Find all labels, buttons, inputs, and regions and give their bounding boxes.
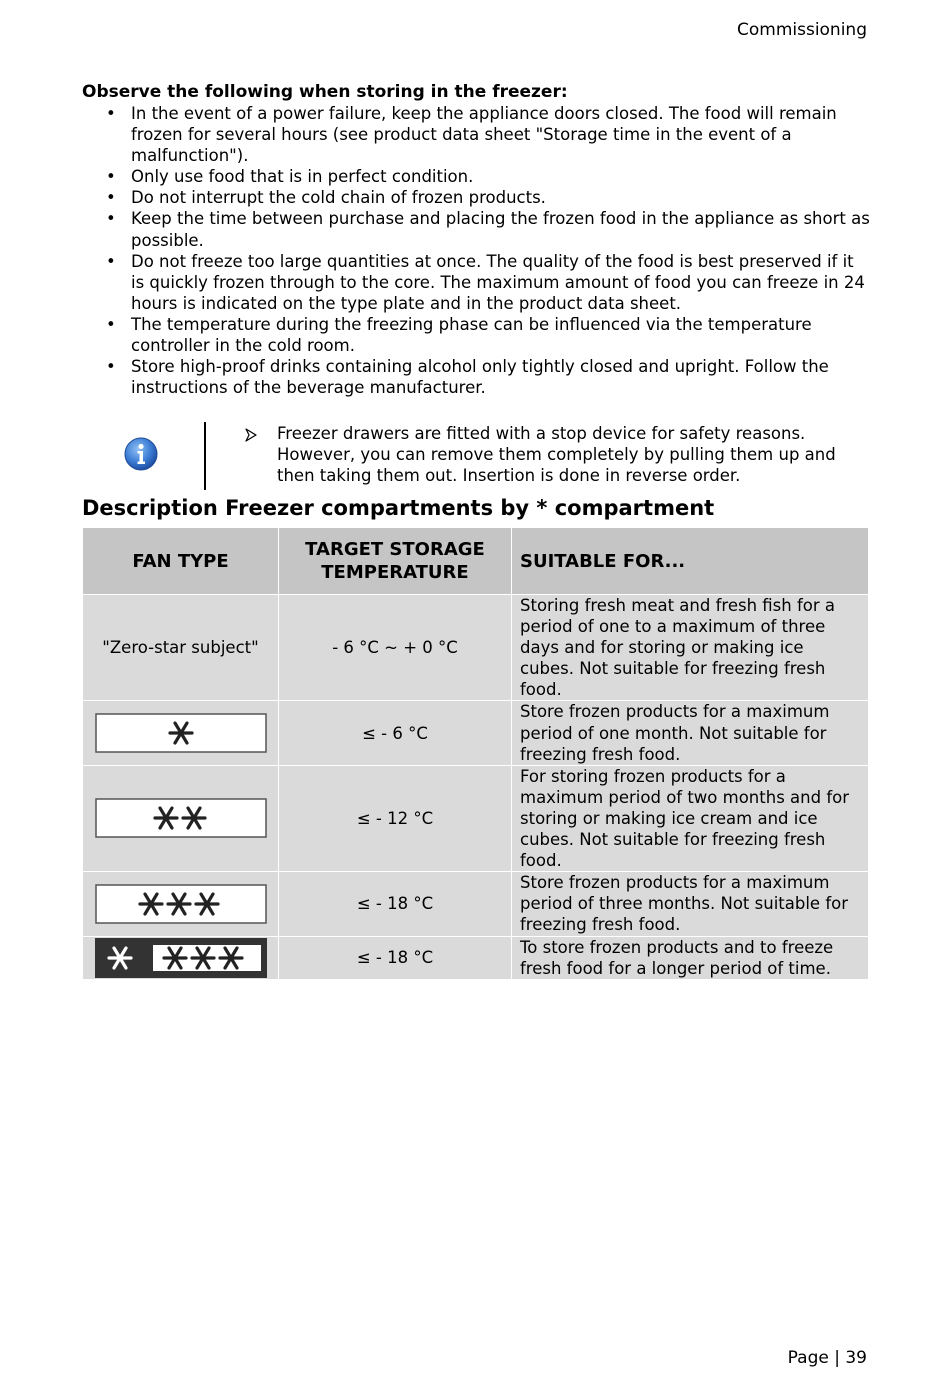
list-item: • In the event of a power failure, keep the appliance doors closed. The food will remain frozen for several hours (see product data sheet "Storage time in the event of a malfunction"). xyxy=(82,103,872,166)
info-box xyxy=(82,422,872,490)
list-item: • Do not interrupt the cold chain of frozen products. xyxy=(82,187,872,208)
table-row xyxy=(83,936,869,979)
suitable-cell: Storing fresh meat and fresh fish for a period of one to a maximum of three days and for storing or making ice cubes. Not suitable for freezing fresh food. xyxy=(512,595,869,701)
page-number: Page | 39 xyxy=(787,1348,867,1368)
temperature-cell: ≤ - 6 °C xyxy=(279,701,512,765)
list-item: • Keep the time between purchase and placing the frozen food in the appliance as short as possible. xyxy=(82,208,872,250)
fan-type-cell xyxy=(83,936,279,979)
temperature-cell: ≤ - 18 °C xyxy=(279,936,512,979)
arrow-bullet-icon xyxy=(245,428,257,442)
temperature-cell: ≤ - 18 °C xyxy=(279,872,512,936)
info-text: Freezer drawers are fitted with a stop device for safety reasons. However, you can remove them completely by pulling them up and then taking them out. Insertion is done in reverse order. xyxy=(277,424,836,486)
fan-type-cell xyxy=(83,872,279,936)
suitable-cell: To store frozen products and to freeze fresh food for a longer period of time. xyxy=(512,936,869,979)
suitable-cell: Store frozen products for a maximum period of three months. Not suitable for freezing fresh food. xyxy=(512,872,869,936)
fan-type-cell: "Zero-star subject" xyxy=(83,595,279,701)
freezer-notes-title: Observe the following when storing in the freezer: xyxy=(82,82,568,102)
freezer-notes-list xyxy=(82,103,872,398)
info-icon xyxy=(124,437,158,471)
list-item: • Do not freeze too large quantities at once. The quality of the food is best preserved if it is quickly frozen through to the core. The maximum amount of food you can freeze in 24 hours is indicated on the type plate and in the product data sheet. xyxy=(82,251,872,314)
header-suitable-for: SUITABLE FOR... xyxy=(512,528,869,595)
compartments-table xyxy=(82,527,869,980)
table-row xyxy=(83,872,869,936)
four-star-icon xyxy=(95,938,267,978)
list-item: • Store high-proof drinks containing alcohol only tightly closed and upright. Follow the instructions of the beverage manufacturer. xyxy=(82,356,872,398)
list-item: • The temperature during the freezing phase can be influenced via the temperature controller in the cold room. xyxy=(82,314,872,356)
info-divider xyxy=(204,422,206,490)
fan-type-cell xyxy=(83,765,279,871)
one-star-icon xyxy=(95,713,267,753)
table-header-row xyxy=(83,528,869,595)
compartments-title: Description Freezer compartments by * compartment xyxy=(82,496,715,520)
list-item: • Only use food that is in perfect condition. xyxy=(82,166,872,187)
suitable-cell: For storing frozen products for a maximum period of two months and for storing or making ice cream and ice cubes. Not suitable for freezing fresh food. xyxy=(512,765,869,871)
temperature-cell: ≤ - 12 °C xyxy=(279,765,512,871)
table-row xyxy=(83,765,869,871)
two-star-icon xyxy=(95,798,267,838)
header-target-temperature: TARGET STORAGE TEMPERATURE xyxy=(279,528,512,595)
three-star-icon xyxy=(95,884,267,924)
header-fan-type: FAN TYPE xyxy=(83,528,279,595)
table-row xyxy=(83,701,869,765)
temperature-cell: - 6 °C ~ + 0 °C xyxy=(279,595,512,701)
page-header-section: Commissioning xyxy=(736,20,867,40)
fan-type-cell xyxy=(83,701,279,765)
suitable-cell: Store frozen products for a maximum period of one month. Not suitable for freezing fresh food. xyxy=(512,701,869,765)
table-row xyxy=(83,595,869,701)
